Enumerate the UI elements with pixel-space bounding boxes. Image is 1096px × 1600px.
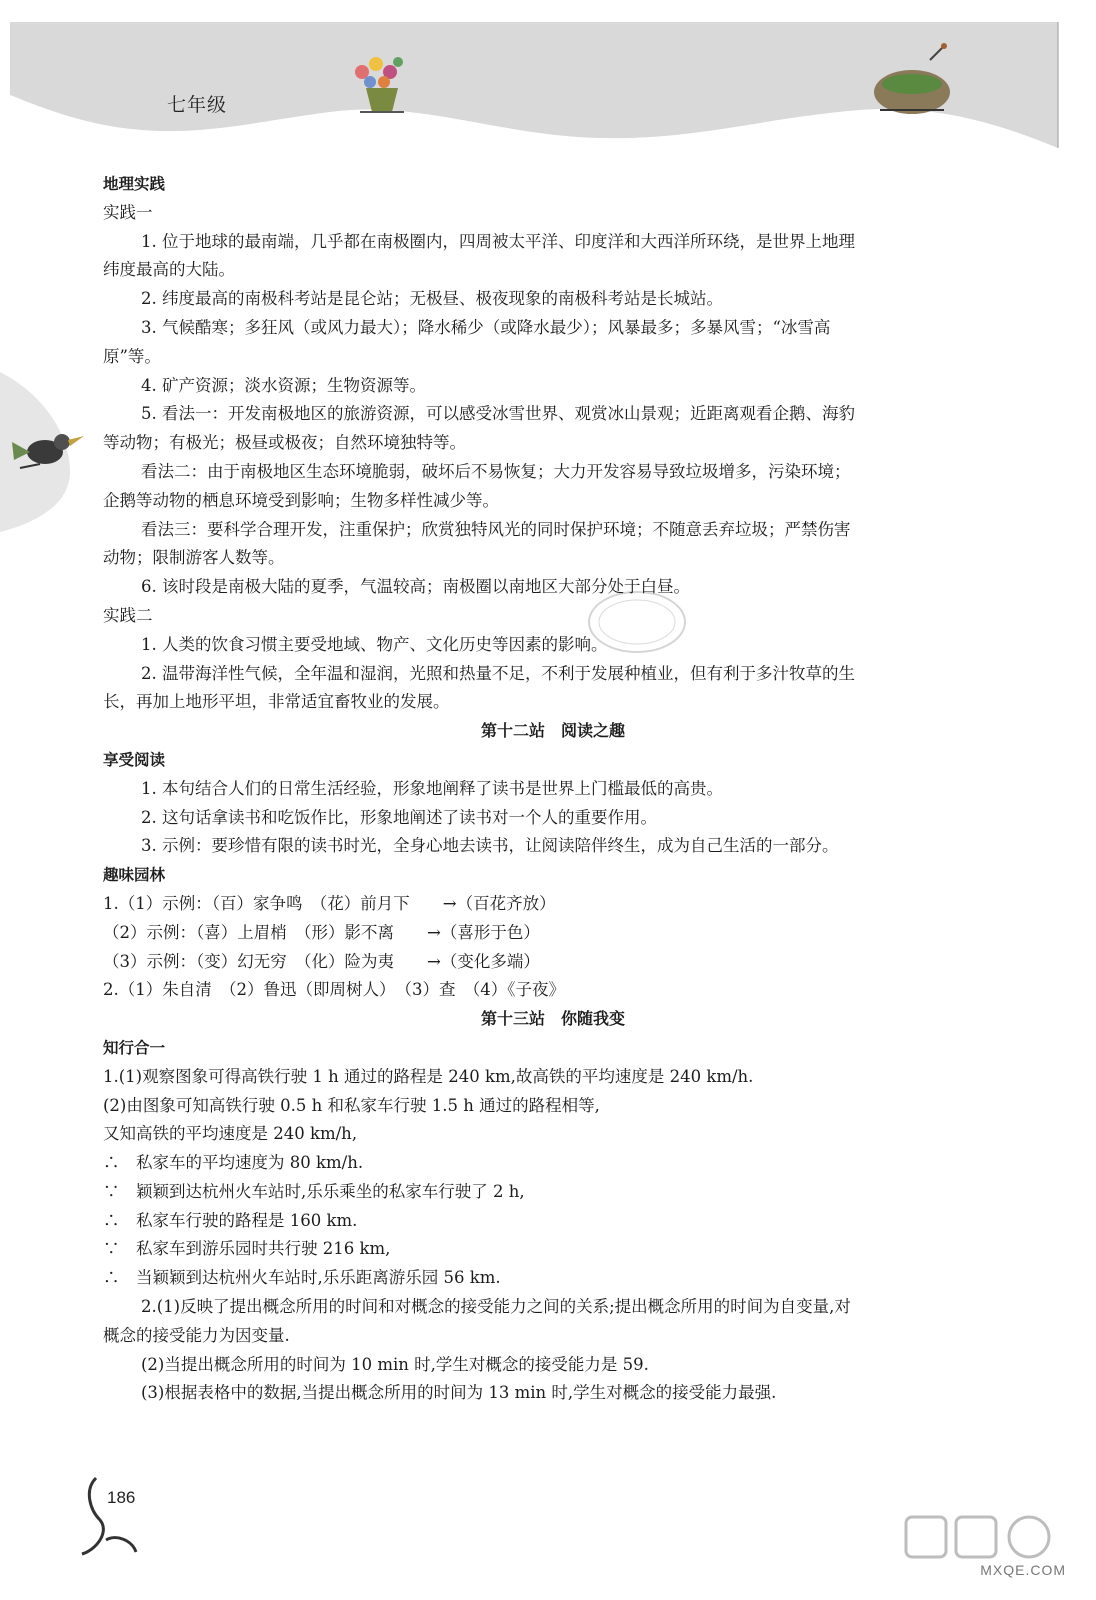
answer-line: 4. 矿产资源；淡水资源；生物资源等。 (141, 375, 426, 395)
answer-line: 6. 该时段是南极大陆的夏季，气温较高；南极圈以南地区大部分处于白昼。 (141, 577, 690, 597)
answer-line: 2. 温带海洋性气候，全年温和湿润，光照和热量不足，不利于发展种植业，但有利于多汁牧草的生 (141, 663, 855, 683)
answer-line: ∴ 私家车行驶的路程是 160 km. (103, 1210, 358, 1230)
answer-line: 3. 气候酷寒；多狂风（或风力最大）；降水稀少（或降水最少）；风暴最多；多暴风雪；“冰雪高 (141, 317, 831, 337)
answer-line: 纬度最高的大陆。 (103, 260, 235, 280)
watermark-text: MXQE.COM (980, 1562, 1066, 1578)
section-title-knowledge-action: 知行合一 (103, 1038, 166, 1057)
answer-line: 3. 示例：要珍惜有限的读书时光，全身心地去读书，让阅读陪伴终生，成为自己生活的一部分。 (141, 836, 839, 856)
answer-line: (2)当提出概念所用的时间为 10 min 时,学生对概念的接受能力是 59. (141, 1354, 649, 1374)
answer-line: 1.（1）示例：（百）家争鸣 （花）前月下 →（百花齐放） (103, 893, 556, 913)
answer-line: ∴ 私家车的平均速度为 80 km/h. (103, 1153, 364, 1173)
answer-line: 1. 本句结合人们的日常生活经验，形象地阐释了读书是世界上门槛最低的高贵。 (141, 778, 723, 798)
station-13-title: 第十三站 你随我变 (480, 1009, 625, 1029)
answer-line: （3）示例：（变）幻无穷 （化）险为夷 →（变化多端） (103, 951, 540, 971)
answer-line: 长，再加上地形平坦，非常适宜畜牧业的发展。 (103, 692, 450, 712)
answer-line: 2.(1)反映了提出概念所用的时间和对概念的接受能力之间的关系;提出概念所用的时间为自变量,对 (141, 1297, 851, 1317)
section-title-geography: 地理实践 (103, 175, 166, 193)
answer-line: 概念的接受能力为因变量. (103, 1325, 290, 1345)
section-title-enjoy-reading: 享受阅读 (103, 750, 166, 769)
bird-decoration-icon (0, 372, 90, 532)
header-wave-decoration (0, 0, 1096, 150)
answer-line: 1.(1)观察图象可得高铁行驶 1 h 通过的路程是 240 km,故高铁的平均速度是 240 km/h. (103, 1066, 754, 1086)
answer-line: 企鹅等动物的栖息环境受到影响；生物多样性减少等。 (103, 490, 499, 510)
answer-line: 1. 位于地球的最南端，几乎都在南极圈内，四周被太平洋、印度洋和大西洋所环绕，是世界上地理 (141, 231, 855, 251)
answer-line: 等动物；有极光；极昼或极夜；自然环境独特等。 (103, 433, 466, 453)
answer-line: 看法二：由于南极地区生态环境脆弱，破坏后不易恢复；大力开发容易导致垃圾增多，污染环境； (141, 461, 851, 481)
answer-line: （2）示例：（喜）上眉梢 （形）影不离 →（喜形于色） (103, 922, 540, 942)
section-title-fun-garden: 趣味园林 (103, 866, 166, 885)
grade-label: 七年级 (167, 94, 228, 116)
corner-swirl-icon (76, 1470, 146, 1560)
answer-line: 2.（1）朱自清 （2）鲁迅（即周树人） （3）查 （4）《子夜》 (103, 980, 565, 1000)
answer-line: 又知高铁的平均速度是 240 km/h, (103, 1124, 358, 1144)
answer-line: 原”等。 (103, 346, 161, 366)
practice-two-label: 实践二 (103, 605, 153, 625)
answer-line: 动物；限制游客人数等。 (103, 548, 285, 568)
answer-content (103, 170, 1003, 1408)
page-number: 186 (107, 1488, 136, 1507)
station-12-title: 第十二站 阅读之趣 (480, 721, 625, 741)
answer-line: 2. 纬度最高的南极科考站是昆仑站；无极昼、极夜现象的南极科考站是长城站。 (141, 289, 723, 309)
answer-line: (2)由图象可知高铁行驶 0.5 h 和私家车行驶 1.5 h 通过的路程相等, (103, 1095, 600, 1115)
answer-line: (3)根据表格中的数据,当提出概念所用的时间为 13 min 时,学生对概念的接受能力最强. (141, 1383, 777, 1403)
answer-line: 1. 人类的饮食习惯主要受地域、物产、文化历史等因素的影响。 (141, 634, 608, 654)
answer-line: ∵ 颖颖到达杭州火车站时,乐乐乘坐的私家车行驶了 2 h, (103, 1181, 525, 1201)
answer-line: ∵ 私家车到游乐园时共行驶 216 km, (103, 1239, 391, 1259)
answer-line: 5. 看法一：开发南极地区的旅游资源，可以感受冰雪世界、观赏冰山景观；近距离观看企鹅、海豹 (141, 404, 855, 424)
answer-line: ∴ 当颖颖到达杭州火车站时,乐乐距离游乐园 56 km. (103, 1268, 501, 1288)
answer-line: 看法三：要科学合理开发，注重保护；欣赏独特风光的同时保护环境；不随意丢弃垃圾；严禁伤害 (141, 519, 851, 539)
page-header (0, 0, 1096, 150)
answer-line: 2. 这句话拿读书和吃饭作比，形象地阐述了读书对一个人的重要作用。 (141, 807, 657, 827)
practice-one-label: 实践一 (103, 202, 153, 222)
